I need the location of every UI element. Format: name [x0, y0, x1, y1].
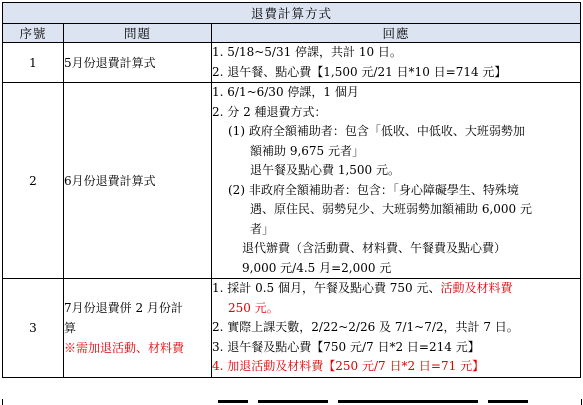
answer-line: 者」 [250, 221, 275, 236]
row-question: 5月份退費計算式 [64, 43, 212, 83]
cut-text-fragment [218, 400, 248, 403]
table-title-row [3, 3, 581, 24]
row-index: 1 [3, 43, 64, 83]
question-line: 7月份退費併 2 月份計 [64, 300, 183, 315]
row-question: 6月份退費計算式 [64, 83, 212, 279]
answer-line: 3. 退午餐及點心費【750 元/7 日*2 日=214 元】 [212, 339, 480, 354]
answer-line: (2) 非政府全額補助者：包含：「身心障礙學生、特殊境 [228, 182, 519, 197]
cut-text-fragment [488, 400, 528, 403]
cut-text-fragment [258, 400, 328, 403]
answer-line: 2. 分 2 種退費方式： [212, 104, 327, 119]
answer-line: 2. 退午餐、點心費【1,500 元/21 日*10 日=714 元】 [212, 64, 507, 79]
question-line: 算 [64, 320, 77, 335]
answer-highlight: 4. 加退活動及材料費【250 元/7 日*2 日=71 元】 [212, 359, 485, 373]
row-answer [212, 43, 581, 83]
fee-calculation-table [2, 2, 581, 378]
answer-line: 2. 實際上課天數，2/22~2/26 及 7/1~7/2，共計 7 日。 [212, 320, 519, 334]
row-index: 3 [3, 279, 64, 378]
answer-line: 額補助 9,675 元者」 [250, 143, 364, 158]
question-note: ※需加退活動、材料費 [64, 340, 185, 355]
next-row-partial [2, 399, 582, 405]
answer-line: 1. 6/1~6/30 停課，1 個月 [212, 85, 359, 99]
answer-text: 1. 採計 0.5 個月，午餐及點心費 750 元、 [212, 281, 441, 295]
table-row [3, 279, 581, 378]
answer-line: (1) 政府全額補助者：包含「低收、中低收、大班弱勢加 [228, 124, 525, 138]
answer-highlight: 250 元。 [228, 300, 279, 315]
answer-line: 退午餐及點心費 1,500 元。 [250, 163, 400, 177]
row-answer [212, 279, 581, 378]
table-header-row [3, 24, 581, 43]
answer-line [212, 279, 580, 299]
row-answer [212, 83, 581, 279]
row-question [64, 279, 212, 378]
table-row [3, 83, 581, 279]
header-answer: 回應 [212, 24, 581, 43]
table-row [3, 43, 581, 83]
answer-line: 遇、原住民、弱勢兒少、大班弱勢加額補助 6,000 元 [250, 202, 532, 216]
answer-line: 退代辦費（含活動費、材料費、午餐費及點心費） [242, 241, 507, 255]
answer-line: 9,000 元/4.5 月=2,000 元 [242, 260, 392, 275]
answer-highlight: 活動及材料費 [440, 281, 513, 295]
table-title: 退費計算方式 [3, 3, 581, 24]
header-question: 問題 [64, 24, 212, 43]
row-index: 2 [3, 83, 64, 279]
answer-line: 1. 5/18~5/31 停課，共計 10 日。 [212, 45, 402, 59]
header-index: 序號 [3, 24, 64, 43]
cut-text-fragment [338, 400, 478, 403]
